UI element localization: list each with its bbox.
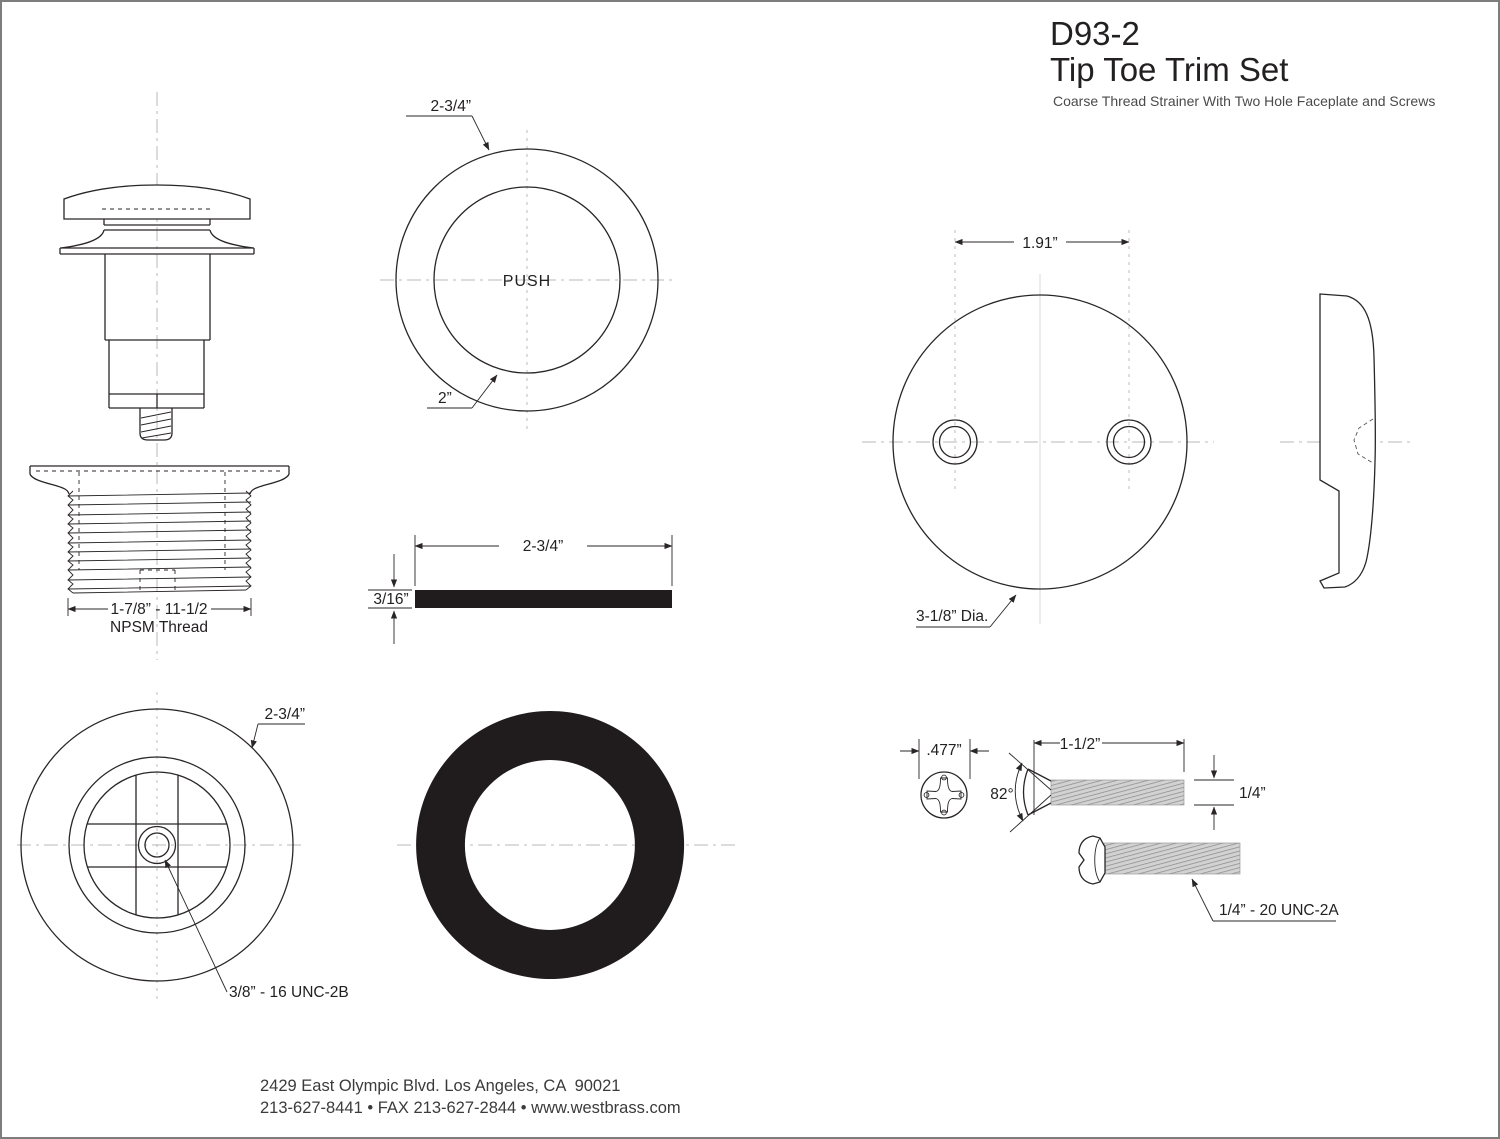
screw-head-circle [921, 772, 967, 818]
gasket-side-view [368, 535, 672, 644]
screw-side-view-countersink [990, 736, 1265, 832]
footer-contact: 213-627-8441 • FAX 213-627-2844 • www.westbrass.com [260, 1099, 681, 1117]
faceplate-hole-spacing-dimension [955, 235, 1129, 252]
strainer-center-thread-label: 3/8” - 16 UNC-2B [229, 984, 349, 1001]
phillips-tip-right [959, 793, 964, 798]
strainer-flange-sides [30, 466, 289, 494]
screw-length-label: 1-1/2” [1059, 736, 1101, 753]
strainer-thread-type-label: NPSM Thread [110, 619, 208, 636]
screw1-head [1024, 769, 1052, 815]
stopper-side-view [60, 92, 254, 660]
faceplate-front-view [862, 230, 1214, 627]
screw-head-front-view [900, 739, 989, 818]
stopper-cap [64, 185, 250, 219]
faceplate-side-view [1280, 294, 1410, 588]
faceplate-profile [1320, 294, 1375, 588]
strainer-outer-diameter-leader [252, 706, 305, 748]
stopper-stud-threads [141, 412, 171, 438]
phillips-cross [927, 778, 961, 812]
gasket-width-dimension [415, 535, 672, 586]
screw-side-view-oval-head [1079, 836, 1339, 921]
screw-head-angle-dimension [990, 753, 1051, 832]
cap-inner-diameter-leader [427, 375, 497, 408]
gasket-top-view [397, 711, 737, 979]
screw-head-diameter-dimension [900, 739, 989, 779]
model-number: D93-2 [1050, 15, 1140, 52]
head-angle-arc [1015, 763, 1023, 821]
gasket-thickness-label: 3/16” [373, 591, 409, 608]
screw-shaft-diameter-dimension [1194, 755, 1266, 830]
phillips-tip-left [924, 793, 929, 798]
technical-drawing-canvas [2, 2, 1500, 1139]
cap-outer-diameter-label: 2-3/4” [430, 98, 471, 115]
footer [260, 1077, 681, 1117]
product-name: Tip Toe Trim Set [1050, 51, 1289, 88]
faceplate-diameter-label: 3-1/8” Dia. [916, 608, 989, 625]
strainer-thread-size-label: 1-7/8” - 11-1/2 [110, 601, 208, 618]
cap-inner-diameter-label: 2” [438, 390, 452, 407]
screw2-head [1079, 836, 1105, 884]
gasket-ring [416, 711, 684, 979]
faceplate-diameter-leader [916, 595, 1016, 627]
phillips-tip-bottom [942, 810, 947, 815]
strainer-top-view [17, 692, 349, 1002]
screw-thread-spec-label: 1/4” - 20 UNC-2A [1219, 902, 1339, 919]
phillips-tip-top [942, 775, 947, 780]
faceplate-hole-spacing-label: 1.91” [1022, 235, 1058, 252]
screw-thread-spec-leader [1192, 879, 1339, 921]
screw-head-angle-label: 82° [990, 786, 1014, 803]
push-label: PUSH [502, 273, 552, 290]
screw2-threads [1104, 843, 1240, 874]
gasket-width-label: 2-3/4” [522, 538, 564, 555]
product-subtitle: Coarse Thread Strainer With Two Hole Faceplate and Screws [1053, 93, 1436, 109]
strainer-thread-dimension [68, 598, 251, 636]
strainer-center-thread-leader [165, 860, 349, 1001]
strainer-thread-side-view [30, 466, 289, 636]
screw-head-diameter-label: .477” [926, 742, 962, 759]
cap-outer-diameter-leader [406, 98, 489, 150]
screw1-threads [1051, 780, 1184, 805]
stopper-top-view [380, 98, 674, 430]
gasket-profile [415, 590, 672, 608]
strainer-outer-diameter-label: 2-3/4” [264, 706, 305, 723]
strainer-thread-left-edge [68, 491, 73, 593]
strainer-thread-ridges [68, 493, 251, 593]
gasket-thickness-dimension [368, 554, 412, 644]
screw-shaft-diameter-label: 1/4” [1239, 785, 1266, 802]
footer-address: 2429 East Olympic Blvd. Los Angeles, CA 90021 [260, 1077, 621, 1095]
screw-length-dimension [1034, 736, 1184, 772]
title-block [1050, 15, 1435, 109]
faceplate-hole-centerlines [955, 230, 1129, 489]
